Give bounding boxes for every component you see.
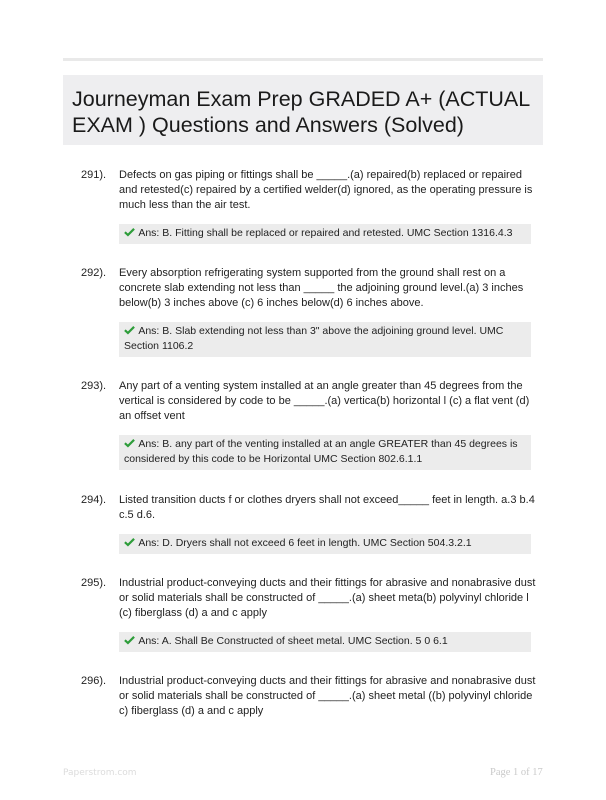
footer-site-watermark: Paperstrom.com bbox=[63, 768, 137, 778]
question-text: Industrial product-conveying ducts and their fittings for abrasive and nonabrasive dust or solid materials shall be constructed of _____.(a) sheet metal ((b) polyvinyl chloride c) fiberglass (d) a and c apply bbox=[119, 675, 536, 717]
answer-text: Ans: D. Dryers shall not exceed 6 feet in length. UMC Section 504.3.2.1 bbox=[138, 537, 472, 549]
question-number: 292). bbox=[81, 267, 107, 279]
document-title: Journeyman Exam Prep GRADED A+ (ACTUAL EXAM ) Questions and Answers (Solved) bbox=[72, 87, 530, 137]
answer-box bbox=[119, 632, 531, 652]
question-text: Every absorption refrigerating system supported from the ground shall rest on a concrete slab extending not less than _____ the adjoining ground level.(a) 3 inches below(b) 3 inches above (c) 6 inches below(d) 6 inches above. bbox=[119, 267, 524, 309]
page-number: Page 1 of 17 bbox=[490, 767, 543, 778]
question-number: 294). bbox=[81, 494, 107, 506]
check-icon bbox=[124, 325, 135, 335]
check-icon bbox=[124, 635, 135, 645]
answer-text: Ans: B. Fitting shall be replaced or repaired and retested. UMC Section 1316.4.3 bbox=[138, 227, 513, 239]
answer-box bbox=[119, 322, 531, 357]
answer-box bbox=[119, 435, 531, 470]
title-banner bbox=[63, 75, 543, 145]
answer-text: Ans: A. Shall Be Constructed of sheet metal. UMC Section. 5 0 6.1 bbox=[138, 635, 448, 647]
check-icon bbox=[124, 227, 135, 237]
question-text: Defects on gas piping or fittings shall be _____.(a) repaired(b) replaced or repaired and retested(c) repaired by a certified welder(d) ignored, as the operating pressure is much less than the air test. bbox=[119, 169, 533, 211]
answer-text: Ans: B. any part of the venting installed at an angle GREATER than 45 degrees is considered by this code to be Horizontal UMC Section 802.6.1.1 bbox=[124, 438, 518, 465]
question-text: Industrial product-conveying ducts and their fittings for abrasive and nonabrasive dust or solid materials shall be constructed of _____.(a) sheet meta(b) polyvinyl chloride l (c) fiberglass (d) a and c apply bbox=[119, 577, 536, 619]
answer-box bbox=[119, 534, 531, 554]
question-number: 291). bbox=[81, 169, 107, 181]
question-number: 295). bbox=[81, 577, 107, 589]
question-number: 293). bbox=[81, 380, 107, 392]
check-icon bbox=[124, 438, 135, 448]
question-number: 296). bbox=[81, 675, 107, 687]
check-icon bbox=[124, 537, 135, 547]
header-divider bbox=[63, 58, 543, 61]
answer-box bbox=[119, 224, 531, 244]
question-text: Listed transition ducts f or clothes dryers shall not exceed_____ feet in length. a.3 b.4 c.5 d.6. bbox=[119, 494, 535, 521]
question-text: Any part of a venting system installed at an angle greater than 45 degrees from the vertical is considered by code to be _____.(a) vertica(b) horizontal l (c) a flat vent (d) an offset vent bbox=[119, 380, 530, 422]
answer-text: Ans: B. Slab extending not less than 3" above the adjoining ground level. UMC Section 1106.2 bbox=[124, 325, 504, 352]
